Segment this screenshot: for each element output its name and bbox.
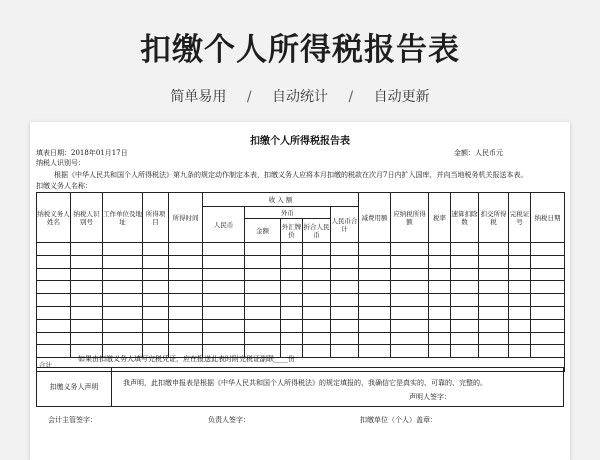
document-title: 扣缴个人所得税报告表	[250, 136, 350, 147]
col-foreign: 外币	[245, 207, 331, 219]
col-quick: 速算扣除数	[451, 193, 479, 243]
col-taxable: 应纳税所得额	[391, 193, 429, 243]
declaration-box	[36, 367, 564, 407]
feature-update: 自动更新	[373, 89, 430, 105]
table-row	[37, 306, 565, 319]
attachment-note: 如果由扣缴义务人填写完税凭证，应在报送此表时附完税证副联____份	[78, 355, 295, 363]
col-converted: 折合人民币	[303, 219, 331, 243]
col-amount: 金额	[245, 219, 281, 243]
accountant-signature: 会计主管签字：	[48, 416, 97, 424]
table-row	[37, 255, 565, 268]
declaration-label: 扣缴义务人声明	[37, 368, 112, 406]
table-row	[37, 243, 565, 256]
col-paid: 扣交所得税	[479, 193, 509, 243]
taxpayer-id-label: 纳税人识别号：	[36, 159, 85, 167]
col-date: 纳税日期	[531, 193, 565, 243]
declaration-text: 我声明，此扣缴申报表是根据《中华人民共和国个人所得税法》的规定填报的，我确信它是真实的、可靠的、完整的。	[123, 379, 487, 387]
table-row	[37, 281, 565, 294]
responsible-signature: 负责人签字：	[208, 416, 250, 424]
col-id: 纳税人识别号	[71, 193, 103, 243]
fill-date: 填表日期：2018年01月17日	[36, 149, 128, 157]
col-tax-rate: 税率	[429, 193, 451, 243]
col-item: 所得项目	[143, 193, 169, 243]
tax-report-sheet	[30, 122, 570, 460]
amount-unit: 金额：人民币元	[454, 149, 503, 157]
col-cert: 完税证号	[509, 193, 531, 243]
col-rmb: 人民币	[203, 207, 245, 243]
table-row	[37, 319, 565, 332]
total-label: 合计	[37, 358, 565, 372]
withholder-name-label: 扣缴义务人名称：	[36, 182, 92, 190]
header-row	[37, 193, 565, 207]
col-rmb-total: 人民币合计	[331, 207, 359, 243]
col-deduction: 减费用额	[359, 193, 391, 243]
declarant-signature: 声明人签字：	[409, 393, 451, 401]
feature-separator: /	[348, 89, 354, 105]
feature-easy: 简单易用	[170, 89, 227, 105]
col-name: 纳税义务人姓名	[37, 193, 71, 243]
feature-stats: 自动统计	[272, 89, 328, 105]
table-row	[37, 332, 565, 345]
feature-list	[0, 86, 600, 106]
col-income: 收 入 额	[203, 193, 359, 207]
table-row	[37, 294, 565, 307]
feature-separator: /	[246, 89, 252, 105]
col-rate: 外汇牌价	[281, 219, 303, 243]
report-table	[36, 192, 565, 372]
col-workplace: 工作单位及地址	[103, 193, 143, 243]
table-row	[37, 268, 565, 281]
unit-seal: 扣缴单位（个人）盖章：	[360, 416, 437, 424]
page-title: 扣缴个人所得税报告表	[140, 32, 460, 68]
col-period: 所得时间	[169, 193, 203, 243]
legal-notice: 根据《中华人民共和国个人所得税法》第九条的规定动作制定本表，扣缴义务人应将本月扣缴的税款在次月7日内扩入国库，并向当地税务机关报送本表。	[54, 171, 528, 179]
